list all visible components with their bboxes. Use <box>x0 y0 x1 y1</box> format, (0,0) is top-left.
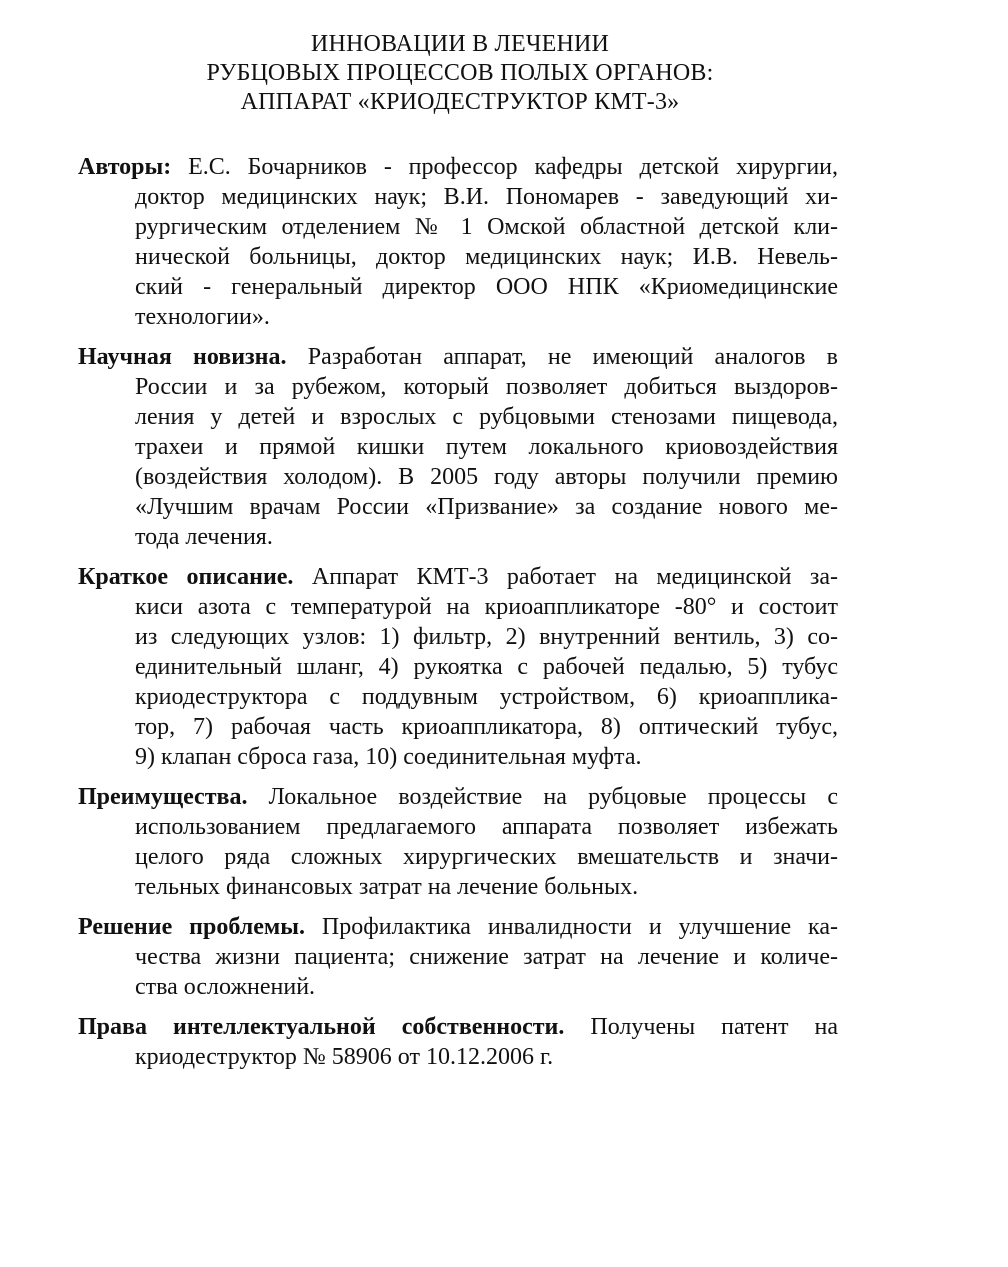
paragraph-line: ления у детей и взрослых с рубцовыми стенозами пищевода, <box>135 404 838 430</box>
advantages-label: Преимущества. <box>78 784 248 810</box>
paragraph-line: «Лучшим врачам России «Призвание» за создание нового ме- <box>135 494 838 520</box>
paragraph-line: киси азота с температурой на криоаппликаторе -80° и состоит <box>135 594 838 620</box>
paragraph-line: ства осложнений. <box>135 974 316 1000</box>
paragraph-line: нической больницы, доктор медицинских наук; И.В. Невель- <box>135 244 838 270</box>
authors-section <box>78 152 838 332</box>
paragraph-line: рургическим отделением № 1 Омской областной детской кли- <box>135 214 838 240</box>
title-line: РУБЦОВЫХ ПРОЦЕССОВ ПОЛЫХ ОРГАНОВ: <box>206 60 714 86</box>
paragraph-line <box>78 782 838 812</box>
paragraph-line <box>78 152 838 182</box>
novelty-label: Научная новизна. <box>78 344 287 370</box>
advantages-section <box>78 782 838 902</box>
paragraph-line: технологии». <box>135 304 270 330</box>
paragraph-line: тельных финансовых затрат на лечение больных. <box>135 874 639 900</box>
paragraph-line: 9) клапан сброса газа, 10) соединительная муфта. <box>135 744 642 770</box>
document-title <box>60 30 860 117</box>
paragraph-line: тор, 7) рабочая часть криоаппликатора, 8) оптический тубус, <box>135 714 838 740</box>
paragraph-line: (воздействия холодом). В 2005 году авторы получили премию <box>135 464 838 490</box>
paragraph-line <box>78 562 838 592</box>
paragraph-line: ский - генеральный директор ООО НПК «Криомедицинские <box>135 274 838 300</box>
paragraph-line <box>78 1012 838 1042</box>
description-text: Аппарат КМТ-3 работает на медицинской за- <box>293 564 838 590</box>
paragraph-line: криодеструктор № 58906 от 10.12.2006 г. <box>135 1044 554 1070</box>
paragraph-line: тода лечения. <box>135 524 273 550</box>
paragraph-line: из следующих узлов: 1) фильтр, 2) внутренний вентиль, 3) со- <box>135 624 838 650</box>
description-label: Краткое описание. <box>78 564 294 590</box>
authors-label: Авторы: <box>78 154 172 180</box>
ip-text: Получены патент на <box>564 1014 838 1040</box>
paragraph-line: доктор медицинских наук; В.И. Пономарев - заведующий хи- <box>135 184 838 210</box>
solution-label: Решение проблемы. <box>78 914 305 940</box>
title-line: АППАРАТ «КРИОДЕСТРУКТОР КМТ-3» <box>240 89 680 115</box>
paragraph-line: целого ряда сложных хирургических вмешательств и значи- <box>135 844 838 870</box>
paragraph-line <box>78 912 838 942</box>
paragraph-line: криодеструктора с поддувным устройством, 6) криоапплика- <box>135 684 838 710</box>
ip-label: Права интеллектуальной собственности. <box>78 1014 565 1040</box>
novelty-section <box>78 342 838 552</box>
paragraph-line: чества жизни пациента; снижение затрат на лечение и количе- <box>135 944 838 970</box>
authors-text: Е.С. Бочарников - профессор кафедры детской хирургии, <box>171 154 838 180</box>
advantages-text: Локальное воздействие на рубцовые процессы с <box>247 784 838 810</box>
paragraph-line: России и за рубежом, который позволяет добиться выздоров- <box>135 374 838 400</box>
paragraph-line: использованием предлагаемого аппарата позволяет избежать <box>135 814 838 840</box>
paragraph-line: единительный шланг, 4) рукоятка с рабочей педалью, 5) тубус <box>135 654 838 680</box>
solution-section <box>78 912 838 1002</box>
paragraph-line: трахеи и прямой кишки путем локального криовоздействия <box>135 434 838 460</box>
paragraph-line <box>78 342 838 372</box>
novelty-text: Разработан аппарат, не имеющий аналогов в <box>286 344 838 370</box>
ip-section <box>78 1012 838 1072</box>
description-section <box>78 562 838 772</box>
solution-text: Профилактика инвалидности и улучшение ка- <box>304 914 838 940</box>
title-line: ИННОВАЦИИ В ЛЕЧЕНИИ <box>310 31 610 57</box>
